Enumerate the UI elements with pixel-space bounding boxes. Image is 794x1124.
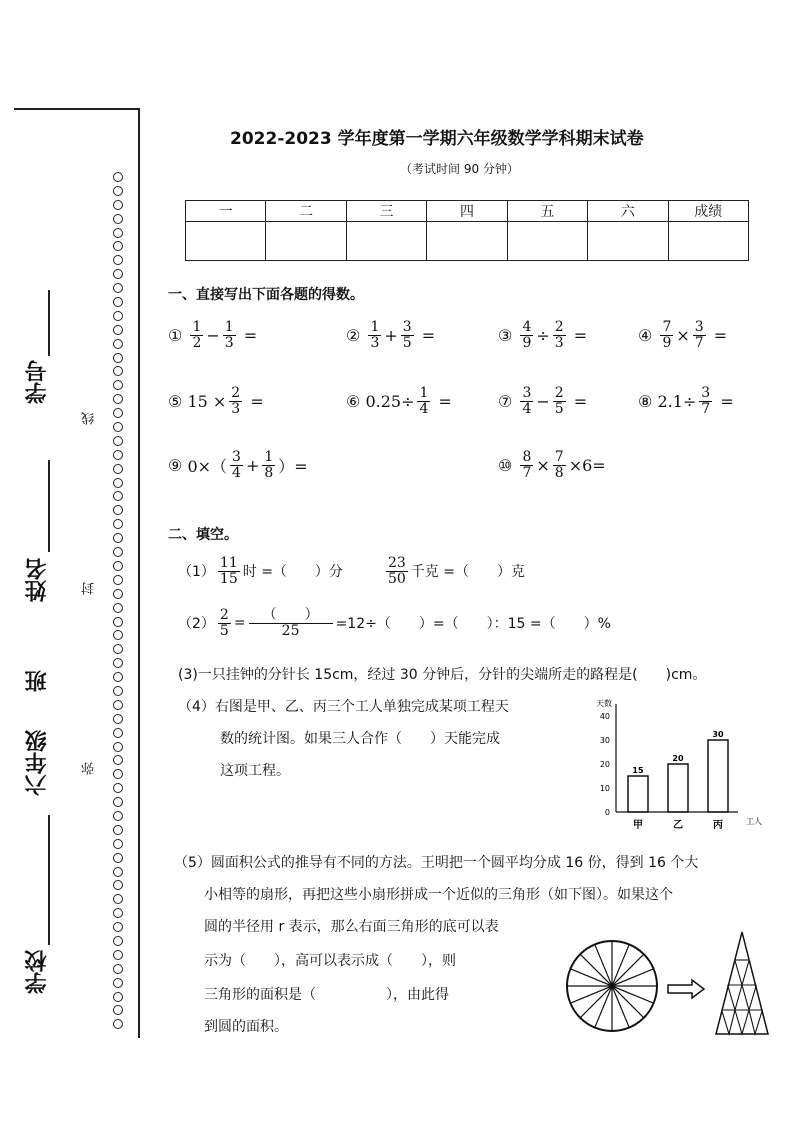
- q2-fraction: [218, 608, 231, 638]
- section1-item-1: [168, 320, 257, 350]
- data-label: 30: [712, 730, 724, 739]
- binding-hole: [113, 478, 123, 488]
- seal-feng: 封: [82, 582, 97, 595]
- section1-item-4: [638, 320, 727, 350]
- operator: −: [206, 325, 220, 345]
- binding-hole: [113, 783, 123, 793]
- q4-line1: （4）右图是甲、乙、丙三个工人单独完成某项工程天: [178, 699, 509, 715]
- fraction-b: [693, 320, 706, 350]
- operator: +: [245, 455, 260, 475]
- numerator: 1: [192, 319, 202, 335]
- section1-item-10: [498, 450, 606, 480]
- binding-hole: [113, 269, 123, 279]
- equals-sign: =: [713, 325, 728, 345]
- numerator: 2: [219, 607, 229, 623]
- binding-hole: [113, 200, 123, 210]
- bar-甲: [628, 776, 648, 812]
- fraction-a: [520, 320, 533, 350]
- section2-title: 二、填空。: [168, 527, 238, 543]
- score-table-header: [186, 201, 749, 222]
- q4-line3: 这项工程。: [220, 763, 290, 779]
- q1: [178, 556, 525, 586]
- score-cell[interactable]: [346, 222, 426, 261]
- binding-hole: [113, 380, 123, 390]
- item-number: ⑨: [168, 455, 183, 475]
- binding-hole: [113, 422, 123, 432]
- binding-hole: [113, 936, 123, 946]
- seal-mi: 弥: [82, 762, 97, 775]
- binding-hole: [113, 714, 123, 724]
- binding-hole: [113, 1005, 123, 1015]
- score-cell[interactable]: [427, 222, 507, 261]
- binding-hole: [113, 214, 123, 224]
- score-cell[interactable]: [588, 222, 668, 261]
- score-cell[interactable]: [266, 222, 346, 261]
- section1-item-8: [638, 386, 734, 416]
- binding-hole: [113, 311, 123, 321]
- score-header-2: 二: [266, 201, 346, 222]
- fraction-a: [520, 450, 533, 480]
- numerator: 1: [264, 449, 274, 465]
- school-blank: [48, 815, 50, 945]
- item-prefix: 0×（: [187, 456, 228, 476]
- denominator: 7: [694, 334, 704, 351]
- binding-hole: [113, 450, 123, 460]
- binding-hole: [113, 617, 123, 627]
- q5-line2: 小相等的扇形，再把这些小扇形拼成一个近似的三角形（如下图）。如果这个: [204, 887, 673, 903]
- score-header-1: 一: [186, 201, 266, 222]
- category-label: 甲: [633, 820, 643, 831]
- name-blank: [48, 460, 50, 552]
- q5-line4: 示为（ ），高可以表示成（ ），则: [204, 953, 456, 969]
- item-number: ⑧: [638, 391, 653, 411]
- q1-text-2: 千克 =（ ）克: [410, 564, 525, 581]
- q5-line3: 圆的半径用 r 表示，那么右面三角形的底可以表: [204, 919, 499, 935]
- score-header-3: 三: [346, 201, 426, 222]
- y-tick-label: 30: [599, 736, 610, 745]
- binding-hole: [113, 408, 123, 418]
- student-id-blank: [48, 290, 50, 356]
- numerator: 1: [370, 319, 380, 335]
- numerator: 7: [554, 449, 564, 465]
- denominator: 15: [219, 570, 238, 587]
- binding-hole: [113, 491, 123, 501]
- q2-eq: =: [233, 615, 246, 632]
- numerator: 1: [419, 385, 429, 401]
- operator: ÷: [536, 325, 550, 345]
- binding-hole: [113, 672, 123, 682]
- q3-text: (3)一只挂钟的分针长 15cm，经过 30 分钟后，分针的尖端所走的路程是( )cm。: [178, 667, 707, 683]
- category-label: 乙: [673, 820, 683, 831]
- fraction-a: [660, 320, 673, 350]
- binding-hole: [113, 325, 123, 335]
- binding-hole: [113, 811, 123, 821]
- binding-top-border: [14, 108, 140, 110]
- section1-item-6: [346, 386, 452, 416]
- binding-hole: [113, 575, 123, 585]
- item-number: ①: [168, 325, 183, 345]
- score-table: [185, 200, 749, 261]
- workdays-bar-chart: [588, 696, 768, 836]
- denominator: 50: [387, 570, 406, 587]
- student-id-label: 学号: [25, 360, 50, 404]
- numerator: 3: [402, 319, 412, 335]
- binding-holes: [110, 172, 126, 1030]
- fraction-a: [190, 320, 203, 350]
- bar-丙: [708, 740, 728, 812]
- operator: ×: [536, 455, 550, 475]
- exam-subtitle: （考试时间 90 分钟）: [400, 162, 519, 176]
- item-prefix: 0.25÷: [365, 391, 415, 411]
- denominator: 5: [219, 622, 229, 639]
- section1-item-3: [498, 320, 587, 350]
- numerator: 8: [522, 449, 532, 465]
- equals-sign: =: [573, 391, 588, 411]
- score-header-total: 成绩: [668, 201, 748, 222]
- denominator: 5: [554, 400, 564, 417]
- binding-hole: [113, 825, 123, 835]
- binding-hole: [113, 297, 123, 307]
- equals-sign: =: [421, 325, 436, 345]
- item-number: ⑩: [498, 455, 513, 475]
- seal-xian: 线: [82, 412, 97, 425]
- school-label: 学校: [25, 950, 50, 994]
- score-header-6: 六: [588, 201, 668, 222]
- q5-line5: 三角形的面积是（ ），由此得: [204, 987, 449, 1003]
- denominator: 7: [522, 464, 532, 481]
- denominator: 4: [419, 400, 429, 417]
- binding-hole: [113, 589, 123, 599]
- fraction-b: [553, 320, 566, 350]
- q1-text-1: 时 =（ ）分: [242, 564, 343, 581]
- binding-hole: [113, 658, 123, 668]
- fraction-b: [223, 320, 236, 350]
- section1-item-2: [346, 320, 435, 350]
- denominator: 3: [370, 334, 380, 351]
- numerator-blank[interactable]: （ ）: [249, 608, 333, 624]
- score-header-4: 四: [427, 201, 507, 222]
- score-header-5: 五: [507, 201, 587, 222]
- fraction-a: [230, 450, 243, 480]
- category-label: 丙: [713, 820, 723, 831]
- binding-hole: [113, 769, 123, 779]
- numerator: 7: [662, 319, 672, 335]
- denominator: 9: [662, 334, 672, 351]
- class-label: 班: [25, 670, 50, 692]
- fraction-b: [262, 450, 275, 480]
- binding-hole: [113, 283, 123, 293]
- binding-hole: [113, 603, 123, 613]
- binding-hole: [113, 505, 123, 515]
- operator: +: [384, 325, 398, 345]
- score-cell[interactable]: [186, 222, 266, 261]
- equals-sign: =: [243, 325, 258, 345]
- denominator: 2: [192, 334, 202, 351]
- binding-hole: [113, 339, 123, 349]
- binding-hole: [113, 880, 123, 890]
- numerator: 1: [224, 319, 234, 335]
- binding-hole: [113, 686, 123, 696]
- q5-line1: （5）圆面积公式的推导有不同的方法。王明把一个圆平均分成 16 份，得到 16 个大: [174, 855, 699, 871]
- binding-hole: [113, 630, 123, 640]
- fraction-b: [699, 386, 712, 416]
- equals-sign: =: [438, 391, 452, 411]
- q2-label: （2）: [178, 616, 215, 633]
- fraction-b: [401, 320, 414, 350]
- denominator: 9: [522, 334, 532, 351]
- binding-hole: [113, 755, 123, 765]
- fraction-b: [553, 450, 566, 480]
- binding-hole: [113, 992, 123, 1002]
- x-axis-label: 工人: [746, 817, 762, 826]
- binding-hole: [113, 464, 123, 474]
- binding-hole: [113, 908, 123, 918]
- item-number: ②: [346, 325, 361, 345]
- numerator: 2: [231, 385, 241, 401]
- y-tick-label: 20: [599, 760, 610, 769]
- binding-hole: [113, 894, 123, 904]
- binding-hole: [113, 922, 123, 932]
- binding-hole: [113, 353, 123, 363]
- q1-label: （1）: [178, 564, 215, 581]
- item-number: ⑥: [346, 391, 361, 411]
- binding-hole: [113, 436, 123, 446]
- binding-hole: [113, 366, 123, 376]
- fraction-b: [553, 386, 566, 416]
- y-tick-label: 10: [599, 784, 610, 793]
- denominator: 3: [224, 334, 234, 351]
- item-prefix: 2.1÷: [657, 391, 697, 411]
- binding-hole: [113, 255, 123, 265]
- equals-sign: =: [250, 391, 264, 411]
- binding-hole: [113, 839, 123, 849]
- fraction-b: [417, 386, 430, 416]
- equals-sign: =: [573, 325, 588, 345]
- y-axis-label: 天数: [596, 699, 612, 708]
- numerator: 4: [522, 319, 532, 335]
- binding-hole: [113, 186, 123, 196]
- binding-hole: [113, 742, 123, 752]
- binding-hole: [113, 867, 123, 877]
- binding-hole: [113, 853, 123, 863]
- bar-乙: [668, 764, 688, 812]
- numerator: 3: [232, 449, 241, 465]
- numerator: 11: [219, 555, 238, 571]
- item-prefix: 15 ×: [187, 391, 227, 411]
- fraction-a: [368, 320, 381, 350]
- numerator: 3: [701, 385, 711, 401]
- fraction-b: [229, 386, 242, 416]
- right-arrow-icon: [666, 978, 706, 1000]
- exam-title: 2022-2023 学年度第一学期六年级数学学科期末试卷: [230, 129, 644, 149]
- binding-hole: [113, 964, 123, 974]
- denominator: 25: [281, 622, 300, 639]
- numerator: 2: [554, 319, 564, 335]
- grade-label: 六年级: [25, 730, 50, 796]
- binding-hole: [113, 519, 123, 529]
- item-number: ⑦: [498, 391, 513, 411]
- equals-sign: =: [720, 391, 734, 411]
- item-suffix: ×6=: [568, 455, 606, 475]
- y-tick-label: 0: [604, 808, 610, 817]
- binding-line: [138, 108, 140, 1038]
- q2: [178, 608, 611, 638]
- section1-item-7: [498, 386, 587, 416]
- name-label: 姓名: [25, 558, 50, 602]
- item-number: ④: [638, 325, 653, 345]
- binding-hole: [113, 950, 123, 960]
- denominator: 3: [554, 334, 564, 351]
- section1-item-9: [168, 450, 308, 480]
- y-tick-label: 40: [599, 712, 610, 721]
- numerator: 2: [554, 385, 564, 401]
- score-table-blank-row: [186, 222, 749, 261]
- binding-hole: [113, 547, 123, 557]
- section1-item-5: [168, 386, 264, 416]
- binding-hole: [113, 728, 123, 738]
- q2-rest: =12÷（ ）=（ ）：15 =（ ）%: [335, 616, 611, 633]
- binding-hole: [113, 797, 123, 807]
- binding-hole: [113, 561, 123, 571]
- score-cell[interactable]: [668, 222, 748, 261]
- q2-blank-fraction: [249, 608, 333, 638]
- denominator: 5: [402, 334, 412, 351]
- binding-hole: [113, 533, 123, 543]
- denominator: 8: [264, 464, 274, 481]
- q1-fraction-2: [386, 556, 408, 586]
- score-cell[interactable]: [507, 222, 587, 261]
- numerator: 23: [387, 555, 406, 571]
- denominator: 7: [701, 400, 711, 417]
- denominator: 4: [522, 400, 532, 417]
- binding-hole: [113, 978, 123, 988]
- numerator: 3: [522, 385, 532, 401]
- denominator: 8: [554, 464, 564, 481]
- sector-circle-figure: [564, 938, 660, 1034]
- data-label: 20: [672, 754, 684, 763]
- binding-hole: [113, 172, 123, 182]
- operator: ×: [676, 325, 690, 345]
- item-suffix: ）=: [278, 456, 308, 476]
- item-number: ③: [498, 325, 513, 345]
- binding-hole: [113, 644, 123, 654]
- q5-line6: 到圆的面积。: [204, 1019, 288, 1035]
- denominator: 4: [232, 464, 241, 481]
- triangle-figure: [712, 930, 772, 1036]
- binding-hole: [113, 394, 123, 404]
- binding-hole: [113, 700, 123, 710]
- denominator: 3: [231, 400, 241, 417]
- q4-line2: 数的统计图。如果三人合作（ ）天能完成: [220, 731, 500, 747]
- section1-title: 一、直接写出下面各题的得数。: [168, 287, 364, 303]
- numerator: 3: [694, 319, 704, 335]
- binding-hole: [113, 241, 123, 251]
- operator: −: [536, 391, 550, 411]
- item-number: ⑤: [168, 391, 183, 411]
- binding-hole: [113, 228, 123, 238]
- q1-fraction-1: [218, 556, 240, 586]
- binding-hole: [113, 1019, 123, 1029]
- data-label: 15: [632, 766, 644, 775]
- fraction-a: [520, 386, 533, 416]
